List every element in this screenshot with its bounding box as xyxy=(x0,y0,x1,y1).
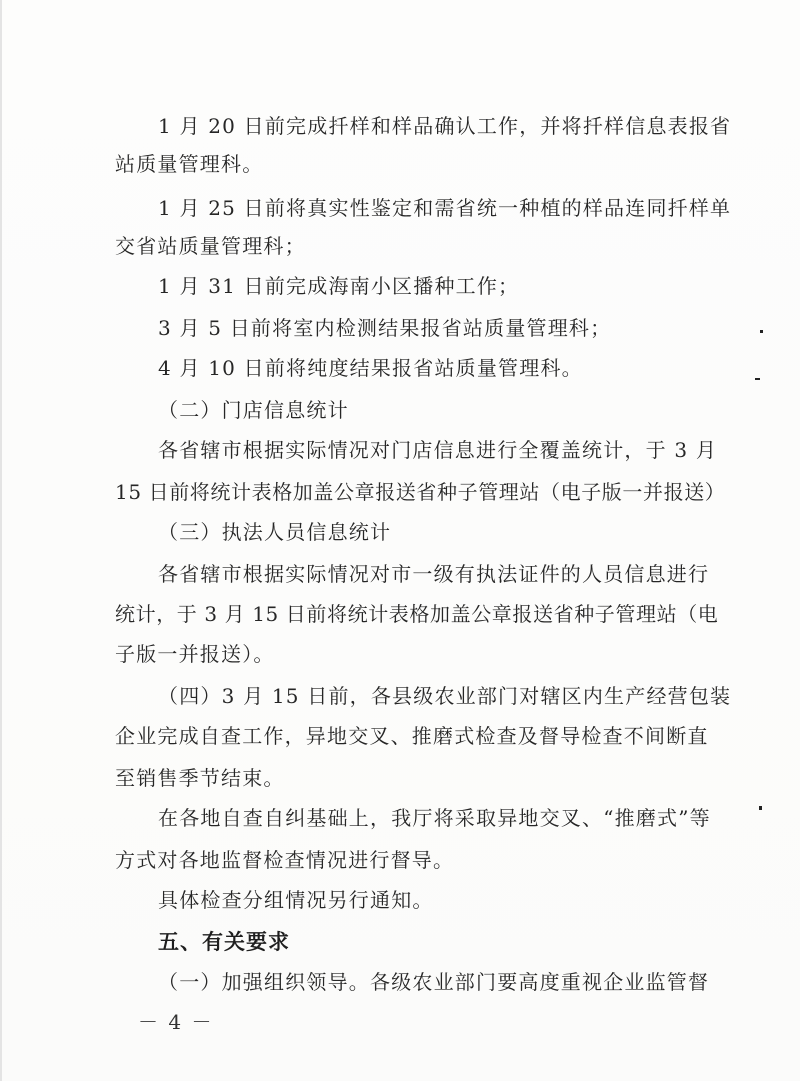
text-line: 各省辖市根据实际情况对门店信息进行全覆盖统计，于 3 月 xyxy=(158,438,718,462)
text-line: 至销售季节结束。 xyxy=(115,766,285,790)
text-line: 在各地自查自纠基础上，我厅将采取异地交叉、“推磨式”等 xyxy=(158,806,711,830)
scan-speck xyxy=(755,378,760,380)
text-line: 交省站质量管理科； xyxy=(115,234,306,258)
text-line: （四）3 月 15 日前，各县级农业部门对辖区内生产经营包装 xyxy=(158,684,732,708)
text-line: 1 月 20 日前完成扦样和样品确认工作，并将扦样信息表报省 xyxy=(158,114,732,138)
text-line: 各省辖市根据实际情况对市一级有执法证件的人员信息进行 xyxy=(158,562,710,586)
text-line: （一）加强组织领导。各级农业部门要高度重视企业监管督 xyxy=(158,970,710,994)
text-line: 子版一并报送）。 xyxy=(115,642,275,666)
text-line: 3 月 5 日前将室内检测结果报省站质量管理科； xyxy=(158,316,612,340)
text-line: 1 月 31 日前完成海南小区播种工作； xyxy=(158,274,520,298)
section-subheading: （三）执法人员信息统计 xyxy=(158,520,392,544)
section-heading: 五、有关要求 xyxy=(158,930,290,954)
text-line: 1 月 25 日前将真实性鉴定和需省统一种植的样品连同扦样单 xyxy=(158,196,732,220)
scan-speck xyxy=(759,806,762,810)
scan-edge xyxy=(0,0,2,1081)
text-line: 站质量管理科。 xyxy=(115,152,264,176)
text-line: 4 月 10 日前将纯度结果报省站质量管理科。 xyxy=(158,356,583,380)
text-line: 企业完成自查工作，异地交叉、推磨式检查及督导检查不间断直 xyxy=(115,724,709,748)
text-line: 统计，于 3 月 15 日前将统计表格加盖公章报送省种子管理站（电 xyxy=(115,602,719,626)
section-subheading: （二）门店信息统计 xyxy=(158,398,349,422)
text-line: 具体检查分组情况另行通知。 xyxy=(158,888,434,912)
text-line: 方式对各地监督检查情况进行督导。 xyxy=(115,848,455,872)
text-line: 15 日前将统计表格加盖公章报送省种子管理站（电子版一并报送） xyxy=(115,480,726,504)
page-number: － 4 － xyxy=(138,1010,214,1034)
scan-speck xyxy=(760,330,763,333)
